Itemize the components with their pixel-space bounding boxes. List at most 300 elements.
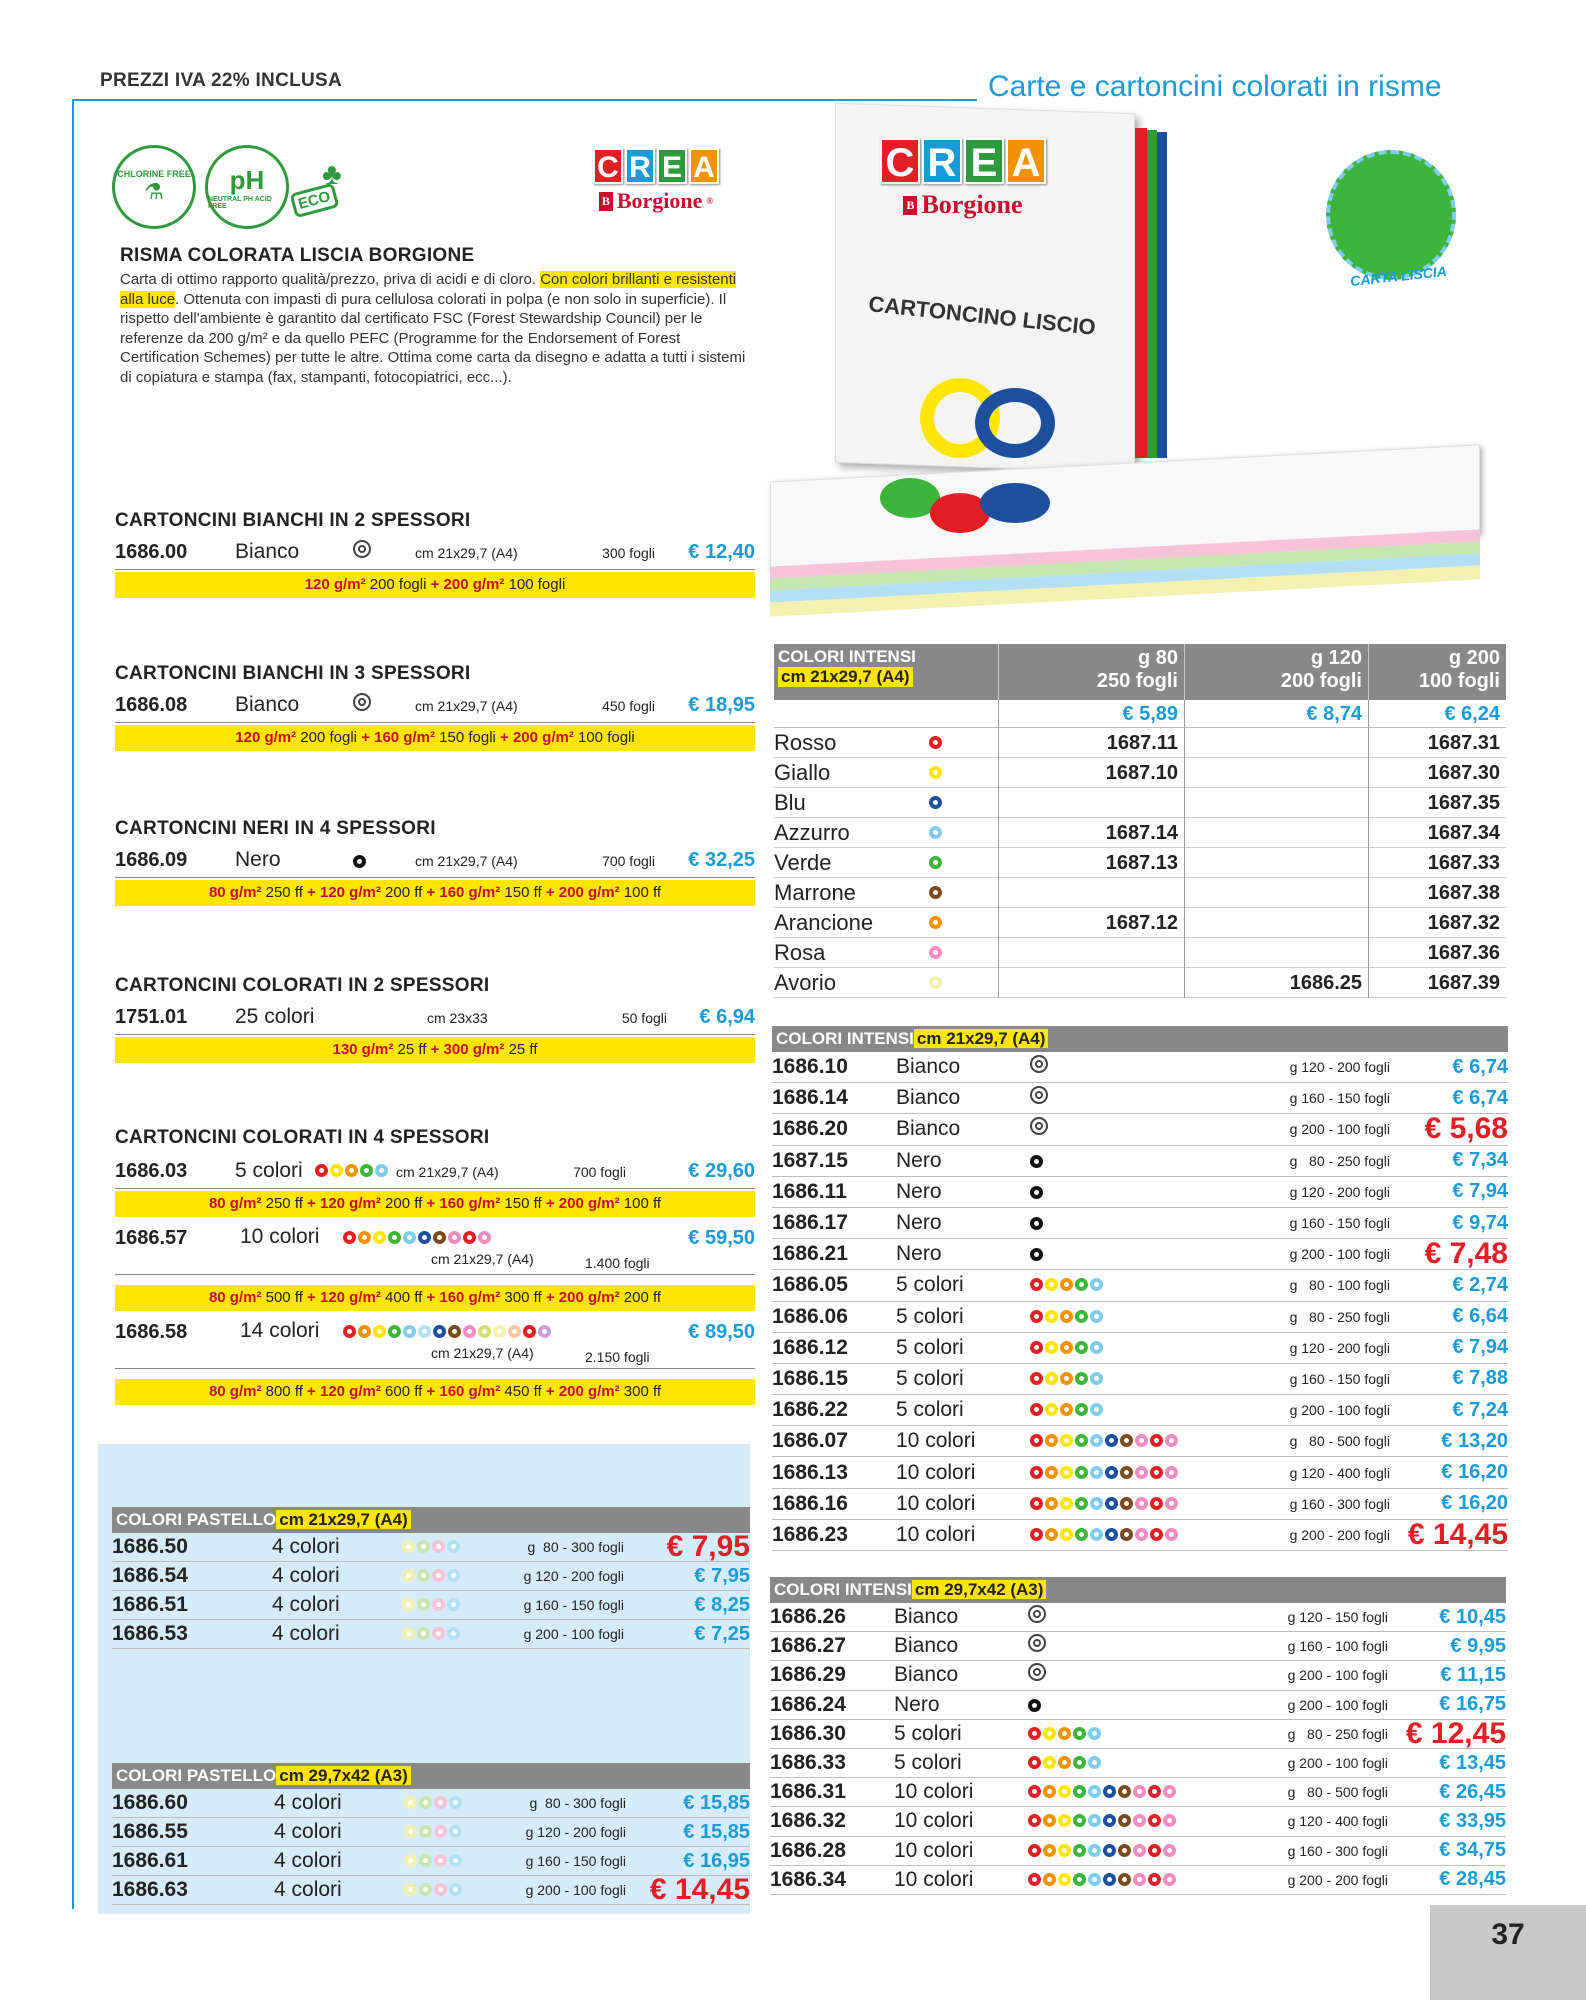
color-dot-icon: [432, 1540, 445, 1553]
color-name: Arancione: [774, 909, 874, 935]
five-colors-icon: [1028, 1727, 1103, 1740]
crea-letter: R: [625, 148, 655, 184]
color-dot-icon: [448, 1231, 461, 1244]
color-dot-icon: [1073, 1844, 1086, 1857]
product-name: 4 colori: [272, 1593, 340, 1616]
grid-header: [774, 644, 1506, 700]
weight-bar: [115, 1037, 755, 1063]
product-name: 10 colori: [896, 1429, 976, 1453]
color-dot-icon: [1045, 1466, 1058, 1479]
color-dot-icon: [315, 1164, 328, 1177]
color-dot-icon: [1103, 1844, 1116, 1857]
product-icon-cell: [1028, 1634, 1228, 1658]
product-icon-cell: [1030, 1367, 1230, 1391]
product-code: 1686.26: [770, 1605, 846, 1629]
product-name: Nero: [896, 1242, 942, 1266]
table-row: [772, 1489, 1508, 1520]
color-dot-icon: [1030, 1310, 1043, 1323]
color-dot-icon: [1030, 1466, 1043, 1479]
product-name: 4 colori: [274, 1849, 342, 1872]
product-code: 1686.27: [770, 1634, 846, 1658]
weight-grams: + 120 g/m²: [307, 1289, 381, 1306]
product-name: Nero: [896, 1211, 942, 1235]
color-dot-icon: [1148, 1873, 1161, 1886]
swatch-sample: [1326, 150, 1456, 280]
product-code: 1686.05: [772, 1273, 848, 1297]
intensi-a3-table: [770, 1577, 1506, 1895]
product-size: cm 21x29,7 (A4): [415, 545, 518, 561]
product-name: 14 colori: [240, 1319, 320, 1342]
color-dot-icon: [1028, 1844, 1041, 1857]
product-weight: g 80 - 300 fogli: [529, 1795, 626, 1811]
product-icon-cell: [1028, 1663, 1228, 1687]
pastel-colors-icon: [402, 1598, 462, 1611]
product-row: [115, 1159, 755, 1189]
grid-row: [774, 968, 1506, 998]
product-icon-cell: [1028, 1722, 1228, 1746]
product-price: € 7,25: [694, 1622, 750, 1645]
ten-colors-icon: [1030, 1528, 1180, 1541]
product-icon-cell: [1030, 1211, 1230, 1235]
grid-color-cell: [774, 910, 998, 936]
five-colors-icon: [1030, 1278, 1105, 1291]
ten-colors-icon: [1028, 1844, 1178, 1857]
color-dot-icon: [418, 1231, 431, 1244]
table-row: [112, 1847, 750, 1876]
product-price: € 15,85: [683, 1791, 750, 1814]
product-code: 1686.11: [772, 1179, 847, 1203]
product-weight: g 200 - 200 fogli: [1289, 1526, 1390, 1543]
product-weight: g 160 - 150 fogli: [523, 1597, 624, 1613]
color-dot-icon: [1120, 1434, 1133, 1447]
weight-count: 250 ff: [261, 1195, 308, 1212]
color-dot-icon: [1150, 1466, 1163, 1479]
color-name: Rosa: [774, 939, 826, 965]
product-icon-cell: [1028, 1605, 1228, 1629]
product-name: Nero: [235, 848, 281, 871]
article-code: 1687.34: [1368, 818, 1506, 848]
color-dot-icon: [1105, 1497, 1118, 1510]
pastel-colors-icon: [404, 1825, 464, 1838]
color-dot-icon: [1060, 1403, 1073, 1416]
vat-note: PREZZI IVA 22% INCLUSA: [100, 70, 343, 91]
product-section: [115, 1127, 755, 1405]
color-dot-icon: [1103, 1785, 1116, 1798]
swatch-label: CARTA LISCIA: [1349, 262, 1448, 290]
product-price: € 11,15: [1440, 1663, 1506, 1686]
weight-count: 100 fogli: [573, 729, 635, 746]
color-dot-icon: [1075, 1278, 1088, 1291]
intro-text: [120, 270, 760, 387]
color-dot-icon: [1150, 1497, 1163, 1510]
weight-count: 300 ff: [619, 1383, 662, 1400]
color-dot-icon: [449, 1796, 462, 1809]
weight-grams: + 120 g/m²: [307, 884, 381, 901]
color-dot-icon: [388, 1325, 401, 1338]
intro-text-1: Carta di ottimo rapporto qualità/prezzo, priva di acidi e di cloro.: [120, 271, 541, 288]
color-dot-icon: [1150, 1528, 1163, 1541]
color-dot-icon: [1105, 1466, 1118, 1479]
weight-grams: + 120 g/m²: [307, 1383, 381, 1400]
color-dot-icon: [1133, 1814, 1146, 1827]
product-code: 1751.01: [115, 1006, 188, 1028]
color-dot-icon: [1045, 1278, 1058, 1291]
product-name: Bianco: [235, 540, 300, 563]
product-price: € 33,95: [1439, 1809, 1506, 1832]
color-dot-icon: [343, 1325, 356, 1338]
black-circle-icon: [353, 855, 366, 868]
crea-letter: A: [1006, 138, 1046, 184]
weight-grams: + 160 g/m²: [361, 729, 435, 746]
grid-blank-cell: [774, 700, 998, 727]
product-weight: g 120 - 200 fogli: [523, 1568, 624, 1584]
section-title: CARTONCINI COLORATI IN 2 SPESSORI: [115, 975, 490, 996]
article-code: 1687.14: [998, 818, 1184, 848]
article-code: 1687.38: [1368, 878, 1506, 908]
weight-grams: + 200 g/m²: [500, 729, 574, 746]
five-colors-icon: [1030, 1310, 1105, 1323]
table-row: [770, 1661, 1506, 1690]
ph-ring-label: NEUTRAL PH ACID FREE: [208, 195, 272, 210]
table-row: [772, 1177, 1508, 1208]
color-dot-icon: [1135, 1528, 1148, 1541]
color-dot-icon: [1118, 1785, 1131, 1798]
product-code: 1686.63: [112, 1878, 188, 1901]
box-crea-logo: C R E A B Borgione: [880, 138, 1046, 220]
color-dot-icon: [1058, 1756, 1071, 1769]
article-code: 1687.33: [1368, 848, 1506, 878]
eco-icon: ♣ ECO: [292, 160, 358, 220]
product-sheets: 700 fogli: [573, 1164, 626, 1180]
product-price: € 2,74: [1452, 1273, 1508, 1296]
table-row: [772, 1426, 1508, 1457]
weight-grams: + 160 g/m²: [426, 1195, 501, 1212]
grid-color-cell: [774, 880, 998, 906]
color-dot-icon: [417, 1598, 430, 1611]
grid-row: [774, 788, 1506, 818]
color-dot-icon: [1030, 1341, 1043, 1354]
weight-grams: + 160 g/m²: [426, 884, 501, 901]
color-dot-icon: [538, 1325, 551, 1338]
product-icon-cell: [404, 1820, 502, 1844]
product-weight: g 160 - 300 fogli: [1289, 1495, 1390, 1512]
product-price: € 16,20: [1441, 1461, 1508, 1484]
pastel-colors-icon: [402, 1540, 462, 1553]
color-name: Marrone: [774, 879, 856, 905]
weight-grams: 80 g/m²: [208, 1383, 262, 1400]
article-code: 1687.12: [998, 908, 1184, 938]
color-dot-icon: [1043, 1785, 1056, 1798]
table-header-format: cm 21x29,7 (A4): [914, 1029, 1049, 1048]
white-circle-icon: [1028, 1663, 1046, 1681]
product-price: € 7,94: [1452, 1336, 1508, 1359]
color-dot-icon: [358, 1231, 371, 1244]
product-weight: g 80 - 500 fogli: [1287, 1784, 1388, 1801]
color-dot-icon: [419, 1883, 432, 1896]
product-price: € 7,95: [694, 1564, 750, 1587]
color-dot-icon: [1045, 1341, 1058, 1354]
pastel-a3-table: [112, 1763, 750, 1905]
color-dot-icon: [449, 1825, 462, 1838]
color-dot-icon: [1165, 1434, 1178, 1447]
weight-count: 300 ff: [500, 1289, 546, 1306]
table-row: [772, 1052, 1508, 1083]
color-dot-icon: [493, 1325, 506, 1338]
product-section: [115, 818, 755, 906]
weight-count: 100 ff: [619, 1195, 662, 1212]
box-label: CARTONCINO LISCIO: [867, 291, 1097, 340]
article-code: 1687.36: [1368, 938, 1506, 968]
weight-grams: 120 g/m²: [304, 576, 366, 593]
black-circle-icon: [1030, 1186, 1043, 1199]
product-code: 1686.14: [772, 1086, 848, 1110]
product-size: cm 21x29,7 (A4): [415, 698, 518, 714]
product-icon-cell: [402, 1564, 500, 1588]
table-row: [770, 1807, 1506, 1836]
color-dot-icon: [1028, 1785, 1041, 1798]
product-code: 1686.24: [770, 1692, 846, 1716]
product-price: € 6,74: [1452, 1086, 1508, 1109]
table-row: [772, 1083, 1508, 1114]
product-sheets: 50 fogli: [621, 1010, 667, 1026]
table-row: [770, 1837, 1506, 1866]
color-dot-icon: [1058, 1727, 1071, 1740]
table-row: [112, 1591, 750, 1620]
weight-bar: [115, 1285, 755, 1311]
color-dot-icon: [523, 1325, 536, 1338]
color-swatch-icon: [929, 886, 942, 899]
product-code: 1686.28: [770, 1838, 846, 1862]
ten-colors-icon: [1028, 1873, 1178, 1886]
color-dot-icon: [1043, 1727, 1056, 1740]
grid-header-label: [774, 644, 998, 700]
color-dot-icon: [1105, 1434, 1118, 1447]
product-row: [115, 1005, 755, 1035]
product-price: € 16,75: [1439, 1693, 1506, 1716]
weight-grams: + 200 g/m²: [545, 1195, 620, 1212]
pastel-colors-icon: [404, 1796, 464, 1809]
product-name: 5 colori: [894, 1751, 962, 1775]
product-code: 1686.23: [772, 1522, 848, 1546]
weight-count: 800 ff: [261, 1383, 308, 1400]
eco-label: ECO: [290, 183, 339, 219]
article-code: 1687.35: [1368, 788, 1506, 818]
color-dot-icon: [1135, 1466, 1148, 1479]
table-row: [770, 1749, 1506, 1778]
product-name: Bianco: [894, 1605, 959, 1629]
grid-color-cell: [774, 790, 998, 816]
grid-color-cell: [774, 760, 998, 786]
left-rule: [72, 99, 74, 1909]
color-dot-icon: [1088, 1785, 1101, 1798]
table-row: [772, 1517, 1508, 1551]
color-dot-icon: [1060, 1466, 1073, 1479]
column-weight: g 120: [1310, 647, 1362, 669]
product-name: 10 colori: [896, 1522, 976, 1546]
article-code: [1184, 908, 1368, 938]
color-dot-icon: [1135, 1497, 1148, 1510]
color-swatch-icon: [929, 976, 942, 989]
color-dot-icon: [1043, 1873, 1056, 1886]
product-weight: g 200 - 100 fogli: [1287, 1667, 1388, 1684]
product-price: € 34,75: [1439, 1839, 1506, 1862]
product-name: 4 colori: [272, 1622, 340, 1645]
article-code: 1686.25: [1184, 968, 1368, 998]
color-dot-icon: [434, 1825, 447, 1838]
color-dot-icon: [1118, 1873, 1131, 1886]
brand-name: Borgione: [616, 188, 703, 213]
color-dot-icon: [1073, 1873, 1086, 1886]
color-dot-icon: [1150, 1434, 1163, 1447]
product-weight: g 80 - 250 fogli: [1289, 1152, 1390, 1169]
white-circle-icon: [353, 693, 371, 711]
color-dot-icon: [432, 1569, 445, 1582]
article-code: 1687.11: [998, 728, 1184, 758]
article-code: [1184, 848, 1368, 878]
ten-colors-icon: [1028, 1814, 1178, 1827]
ten-colors-icon: [1028, 1785, 1178, 1798]
color-swatch-icon: [929, 946, 942, 959]
product-price: € 7,88: [1452, 1367, 1508, 1390]
color-dot-icon: [1045, 1528, 1058, 1541]
color-dot-icon: [1103, 1873, 1116, 1886]
color-dot-icon: [1165, 1497, 1178, 1510]
pastel-colors-icon: [404, 1854, 464, 1867]
color-dot-icon: [419, 1796, 432, 1809]
product-name: 10 colori: [894, 1780, 974, 1804]
product-sheets: 1.400 fogli: [585, 1255, 650, 1271]
product-icon-cell: [1030, 1398, 1230, 1422]
product-row: [115, 540, 755, 570]
product-name: Nero: [896, 1179, 942, 1203]
color-dot-icon: [1060, 1310, 1073, 1323]
grid-row: [774, 848, 1506, 878]
product-name: 4 colori: [272, 1564, 340, 1587]
color-dot-icon: [1030, 1278, 1043, 1291]
color-dot-icon: [345, 1164, 358, 1177]
product-row: [115, 1319, 755, 1369]
color-dot-icon: [1090, 1278, 1103, 1291]
product-price: € 13,20: [1441, 1429, 1508, 1452]
color-dot-icon: [1045, 1372, 1058, 1385]
intro-text-2: . Ottenuta con impasti di pura cellulosa colorati in polpa (e non solo in superficie). Il rispetto dell'ambiente è garantito dal certificato FSC (Forest Stewardship Council) per le referenze da 200 g/m² e da quello PEFC (Programme for the Endorsement of Forest Certification Schemes) per tutte le altre. Ottima come carta da disegno e adatta a tutti i sistemi di copiatura e stampa (fax, stampanti, fotocopiatrici, ecc...).: [120, 290, 746, 386]
product-icon-cell: [1028, 1868, 1228, 1892]
product-price: € 7,48: [1424, 1237, 1508, 1271]
product-code: 1686.15: [772, 1366, 848, 1390]
product-price: € 15,85: [683, 1820, 750, 1843]
product-icon-cell: [1030, 1273, 1230, 1297]
product-price: € 14,45: [1407, 1517, 1508, 1551]
product-icon-cell: [404, 1849, 502, 1873]
product-icon-cell: [1030, 1086, 1230, 1110]
color-dot-icon: [434, 1883, 447, 1896]
color-dot-icon: [433, 1325, 446, 1338]
color-dot-icon: [1075, 1528, 1088, 1541]
color-swatch-icon: [929, 916, 942, 929]
color-dot-icon: [1045, 1310, 1058, 1323]
crea-letter: R: [922, 138, 962, 184]
product-code: 1686.54: [112, 1564, 188, 1587]
section-title: CARTONCINI BIANCHI IN 3 SPESSORI: [115, 663, 471, 684]
product-icon-cell: [1030, 1523, 1230, 1547]
five-colors-icon: [1030, 1372, 1105, 1385]
table-row: [112, 1562, 750, 1591]
product-code: 1687.15: [772, 1148, 848, 1172]
product-price: € 10,45: [1439, 1605, 1506, 1628]
product-code: 1686.22: [772, 1398, 848, 1422]
color-name: Avorio: [774, 969, 836, 995]
color-swatch-icon: [929, 856, 942, 869]
product-name: Bianco: [235, 693, 300, 716]
product-weight: g 120 - 200 fogli: [525, 1824, 626, 1840]
color-dot-icon: [388, 1231, 401, 1244]
product-size: cm 21x29,7 (A4): [431, 1345, 534, 1361]
white-circle-icon: [1030, 1086, 1048, 1104]
product-name: 5 colori: [894, 1721, 962, 1745]
table-row: [770, 1691, 1506, 1720]
product-icon-cell: [402, 1593, 500, 1617]
grid-column-header: [1184, 644, 1368, 700]
color-dot-icon: [404, 1883, 417, 1896]
intensi-color-grid: [774, 644, 1506, 998]
weight-count: 600 ff: [380, 1383, 427, 1400]
product-weight: g 200 - 100 fogli: [1287, 1696, 1388, 1713]
grid-row: [774, 728, 1506, 758]
white-circle-icon: [1030, 1117, 1048, 1135]
product-icon-cell: [402, 1622, 500, 1646]
color-dot-icon: [432, 1627, 445, 1640]
five-colors-icon: [1028, 1756, 1103, 1769]
product-code: 1686.13: [772, 1460, 848, 1484]
table-header-format: cm 21x29,7 (A4): [276, 1510, 411, 1529]
weight-count: 150 ff: [500, 1195, 546, 1212]
product-name: 5 colori: [896, 1335, 964, 1359]
color-name: Verde: [774, 849, 832, 875]
product-code: 1686.55: [112, 1820, 188, 1843]
product-name: 4 colori: [274, 1791, 342, 1814]
box-brand-name: Borgione: [921, 190, 1023, 219]
product-price: € 9,95: [1450, 1634, 1506, 1657]
grid-color-cell: [774, 940, 998, 966]
color-dot-icon: [1045, 1497, 1058, 1510]
weight-count: 250 ff: [261, 884, 308, 901]
color-dot-icon: [1073, 1785, 1086, 1798]
black-circle-icon: [1030, 1155, 1043, 1168]
product-code: 1686.03: [115, 1160, 188, 1182]
table-row: [770, 1778, 1506, 1807]
color-dot-icon: [1118, 1814, 1131, 1827]
article-code: [1184, 788, 1368, 818]
color-dot-icon: [1043, 1814, 1056, 1827]
color-dot-icon: [1148, 1785, 1161, 1798]
weight-bar: [115, 1379, 755, 1405]
color-dot-icon: [449, 1854, 462, 1867]
weight-grams: + 160 g/m²: [426, 1383, 501, 1400]
color-dot-icon: [417, 1627, 430, 1640]
product-weight: g 200 - 100 fogli: [1289, 1121, 1390, 1138]
color-dot-icon: [402, 1569, 415, 1582]
table-row: [772, 1114, 1508, 1145]
product-code: 1686.16: [772, 1491, 848, 1515]
product-name: 10 colori: [894, 1867, 974, 1891]
product-size: cm 21x29,7 (A4): [396, 1164, 499, 1180]
column-sheets: 200 fogli: [1280, 670, 1362, 692]
article-code: 1687.10: [998, 758, 1184, 788]
color-swatch-icon: [929, 736, 942, 749]
article-code: [1184, 818, 1368, 848]
color-dot-icon: [463, 1325, 476, 1338]
product-price: € 18,95: [688, 694, 755, 716]
